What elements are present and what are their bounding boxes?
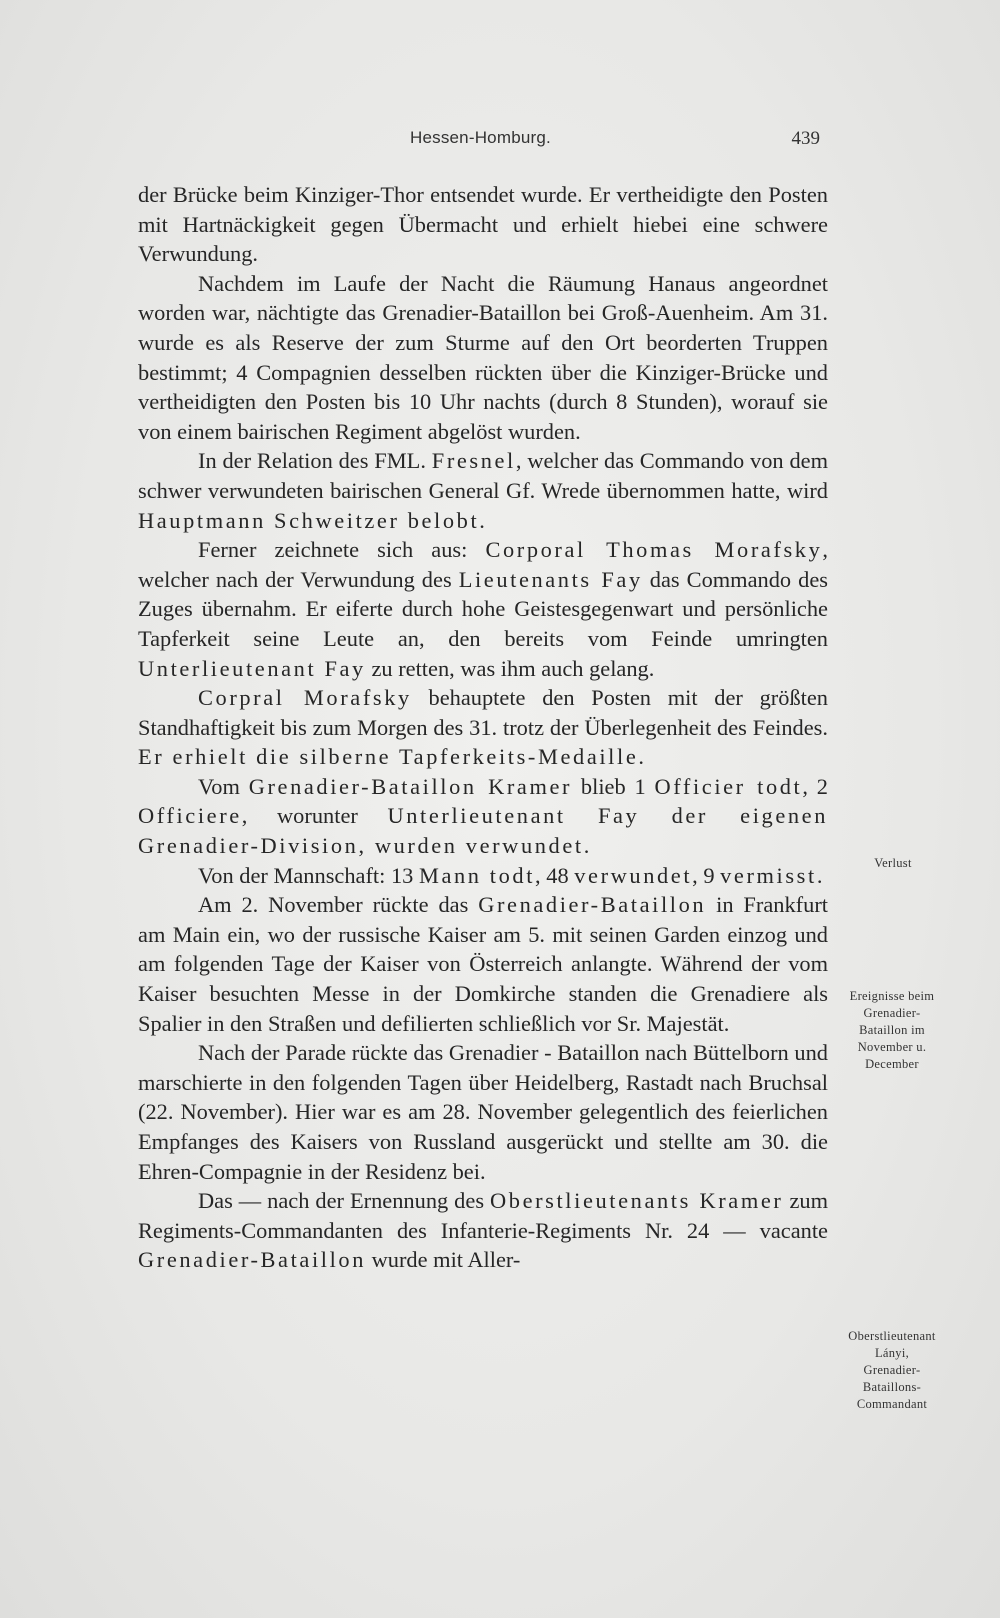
- margin-note-oberstlieutenant: [836, 1328, 948, 1413]
- spaced-text: Fresnel: [431, 448, 516, 474]
- spaced-text: Corpral Morafsky: [198, 685, 412, 711]
- running-head: [140, 128, 820, 158]
- text-segment: , welcher nach der Verwundung des: [138, 537, 828, 592]
- text-segment: .: [479, 507, 485, 533]
- body-text: [138, 180, 828, 1275]
- spaced-text: Corporal Thomas Morafsky: [485, 537, 823, 563]
- margin-note-line: Verlust: [874, 856, 912, 870]
- text-segment: Vom: [198, 773, 249, 799]
- paragraph: [138, 772, 828, 861]
- margin-note-line: Grenadier-: [863, 1006, 921, 1020]
- spaced-text: Unterlieutenant Fay: [138, 655, 366, 681]
- text-segment: Von der Mannschaft: 13: [198, 862, 419, 888]
- margin-note-line: Grenadier-: [863, 1363, 921, 1377]
- text-segment: , worunter: [241, 803, 388, 829]
- spaced-text: Officiere: [138, 803, 242, 829]
- spaced-text: Oberstlieutenants Kramer: [490, 1188, 784, 1214]
- margin-note-line: November u.: [857, 1040, 927, 1054]
- paragraph: [138, 180, 828, 269]
- text-segment: Ferner zeichnete sich aus:: [198, 537, 486, 563]
- text-segment: .: [638, 744, 644, 770]
- running-title: Hessen-Homburg.: [410, 128, 551, 147]
- margin-note-line: Commandant: [856, 1397, 928, 1411]
- text-segment: , 48: [535, 862, 575, 888]
- text-segment: blieb 1: [572, 773, 655, 799]
- spaced-text: Mann todt: [418, 862, 536, 888]
- spaced-text: Grenadier-Bataillon Kramer: [248, 773, 573, 799]
- text-segment: zum Regiments-Commandanten des Infanterie-Regiments Nr. 24 — vacante: [138, 1188, 828, 1243]
- margin-note-line: December: [865, 1057, 919, 1071]
- text-segment: .: [816, 862, 823, 888]
- spaced-text: Er erhielt die silberne Tapferkeits-Medaille: [138, 744, 639, 770]
- margin-note-line: Oberstlieutenant: [848, 1329, 936, 1343]
- page-number: 439: [791, 128, 820, 149]
- margin-note-line: Lányi,: [874, 1346, 910, 1360]
- text-segment: wurde mit Aller-: [366, 1247, 521, 1273]
- paragraph: [138, 446, 828, 535]
- text-segment: , 2: [802, 773, 828, 799]
- paragraph: [138, 269, 828, 447]
- text-segment: , 9: [692, 862, 721, 888]
- text-segment: In der Relation des FML.: [198, 448, 432, 474]
- spaced-text: Lieutenants Fay: [458, 566, 643, 592]
- margin-note-line: Ereignisse beim: [849, 989, 935, 1003]
- text-segment: , welcher das Commando von dem schwer verwundeten bairischen General Gf. Wrede übernommen hatte, wird: [138, 448, 828, 503]
- paragraph: [138, 861, 828, 891]
- spaced-text: Unterlieutenant Fay der eigenen Grenadier-Division, wurden verwundet: [138, 803, 828, 859]
- text-segment: zu retten, was ihm auch gelang.: [365, 655, 655, 681]
- paragraph: [138, 683, 828, 772]
- text-segment: behauptete den Posten mit der größten Standhaftigkeit bis zum Morgen des 31. trotz der Überlegenheit des Feindes.: [138, 685, 828, 740]
- spaced-text: Grenadier-Bataillon: [138, 1247, 366, 1273]
- paragraph: [138, 1186, 828, 1275]
- text-segment: Das — nach der Ernennung des: [198, 1188, 491, 1214]
- paragraph: [138, 535, 828, 683]
- spaced-text: Officier todt: [654, 773, 803, 799]
- paragraph: [138, 1038, 828, 1186]
- margin-note-line: Bataillons-: [862, 1380, 922, 1394]
- text-segment: Nach der Parade rückte das Grenadier - Bataillon nach Büttelborn und marschierte in den folgenden Tagen über Heidelberg, Rastadt nach Bruchsal (22. November). Hier war es am 28. November gelegentlich des feierlichen Empfanges des Kaisers von Russland ausgerückt und stellte am 30. die Ehren-Compagnie in der Residenz bei.: [138, 1040, 828, 1184]
- spaced-text: vermisst: [720, 862, 817, 888]
- text-segment: der Brücke beim Kinziger-Thor entsendet wurde. Er vertheidigte den Posten mit Hartnäckigkeit gegen Übermacht und erhielt hiebei eine schwere Verwundung.: [138, 182, 828, 267]
- text-segment: in Frankfurt am Main ein, wo der russische Kaiser am 5. mit seinen Garden einzog und am folgenden Tage der Kaiser von Österreich anlangte. Während der vom Kaiser besuchten Messe in der Domkirche standen die Grenadiere als Spalier in den Straßen und defilierten schließlich vor Sr. Majestät.: [138, 892, 828, 1036]
- spaced-text: Hauptmann Schweitzer belobt: [138, 507, 480, 533]
- margin-note-line: Bataillon im: [859, 1023, 925, 1037]
- text-segment: Am 2. November rückte das: [198, 892, 479, 918]
- spaced-text: verwundet: [574, 862, 693, 888]
- spaced-text: Grenadier-Bataillon: [478, 892, 707, 918]
- text-segment: das Commando des Zuges übernahm. Er eiferte durch hohe Geistesgegenwart und persönliche Tapferkeit seine Leute an, den bereits vom Feinde umringten: [138, 566, 828, 651]
- margin-note-ereignisse: [836, 988, 948, 1073]
- text-segment: .: [583, 833, 590, 859]
- text-segment: Nachdem im Laufe der Nacht die Räumung Hanaus angeordnet worden war, nächtigte das Grenadier-Bataillon bei Groß-Auenheim. Am 31. wurde es als Reserve der zum Sturme auf den Ort beorderten Truppen bestimmt; 4 Compagnien desselben rückten über die Kinziger-Brücke und vertheidigten den Posten bis 10 Uhr nachts (durch 8 Stunden), worauf sie von einem bairischen Regiment abgelöst wurden.: [138, 270, 828, 444]
- margin-note-verlust: [848, 855, 938, 872]
- paragraph: [138, 890, 828, 1038]
